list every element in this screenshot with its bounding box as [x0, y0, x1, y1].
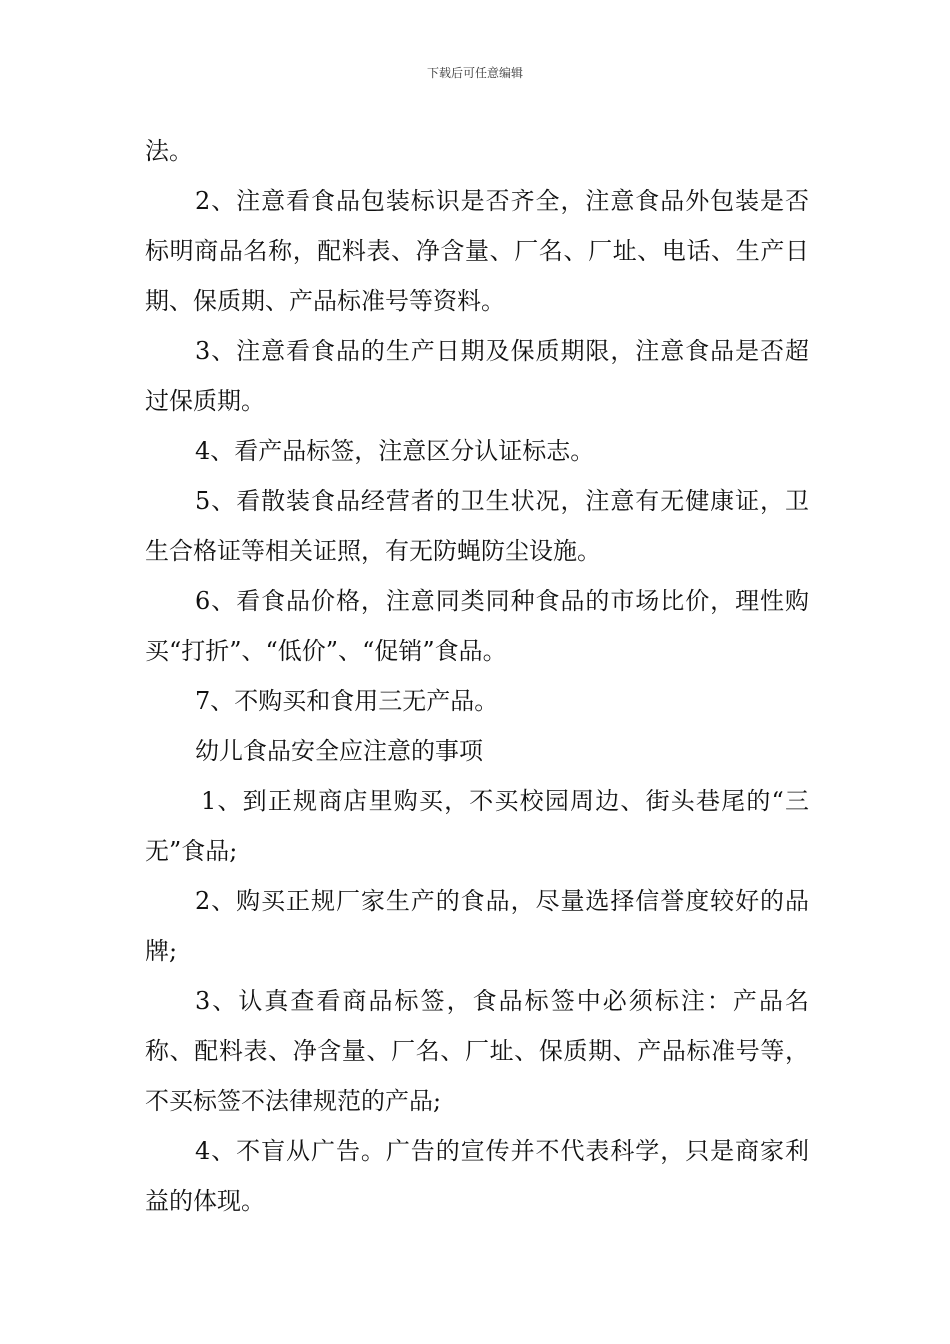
paragraph-item-6-price: 6、看食品价格，注意同类同种食品的市场比价，理性购买“打折”、“低价”、“促销”食品。: [145, 587, 809, 665]
paragraph-item-3-shelf-life: 3、注意看食品的生产日期及保质期限，注意食品是否超过保质期。: [145, 337, 809, 415]
paragraph-child-item-3: 3、认真查看商品标签，食品标签中必须标注：产品名称、配料表、净含量、厂名、厂址、保质期、产品标准号等，不买标签不法律规范的产品;: [145, 987, 809, 1115]
paragraph-item-4-labels: 4、看产品标签，注意区分认证标志。: [195, 437, 595, 465]
paragraph-child-item-1: 1、到正规商店里购买，不买校园周边、街头巷尾的“三无”食品;: [145, 787, 809, 865]
paragraph-child-item-4: 4、不盲从广告。广告的宣传并不代表科学，只是商家利益的体现。: [145, 1137, 809, 1215]
page-header: 下载后可任意编辑: [426, 66, 523, 80]
paragraph-child-item-2: 2、购买正规厂家生产的食品，尽量选择信誉度较好的品牌;: [145, 887, 809, 965]
paragraph-item-2-packaging: 2、注意看食品包装标识是否齐全，注意食品外包装是否标明商品名称，配料表、净含量、厂名、厂址、电话、生产日期、保质期、产品标准号等资料。: [145, 187, 809, 315]
paragraph-item-5-hygiene: 5、看散装食品经营者的卫生状况，注意有无健康证，卫生合格证等相关证照，有无防蝇防尘设施。: [145, 487, 809, 565]
document-body: [145, 126, 809, 1226]
paragraph-item-7-three-no: 7、不购买和食用三无产品。: [195, 687, 499, 715]
section-heading-child-food-safety: 幼儿食品安全应注意的事项: [195, 737, 483, 765]
paragraph-continuation: 法。: [145, 137, 193, 165]
